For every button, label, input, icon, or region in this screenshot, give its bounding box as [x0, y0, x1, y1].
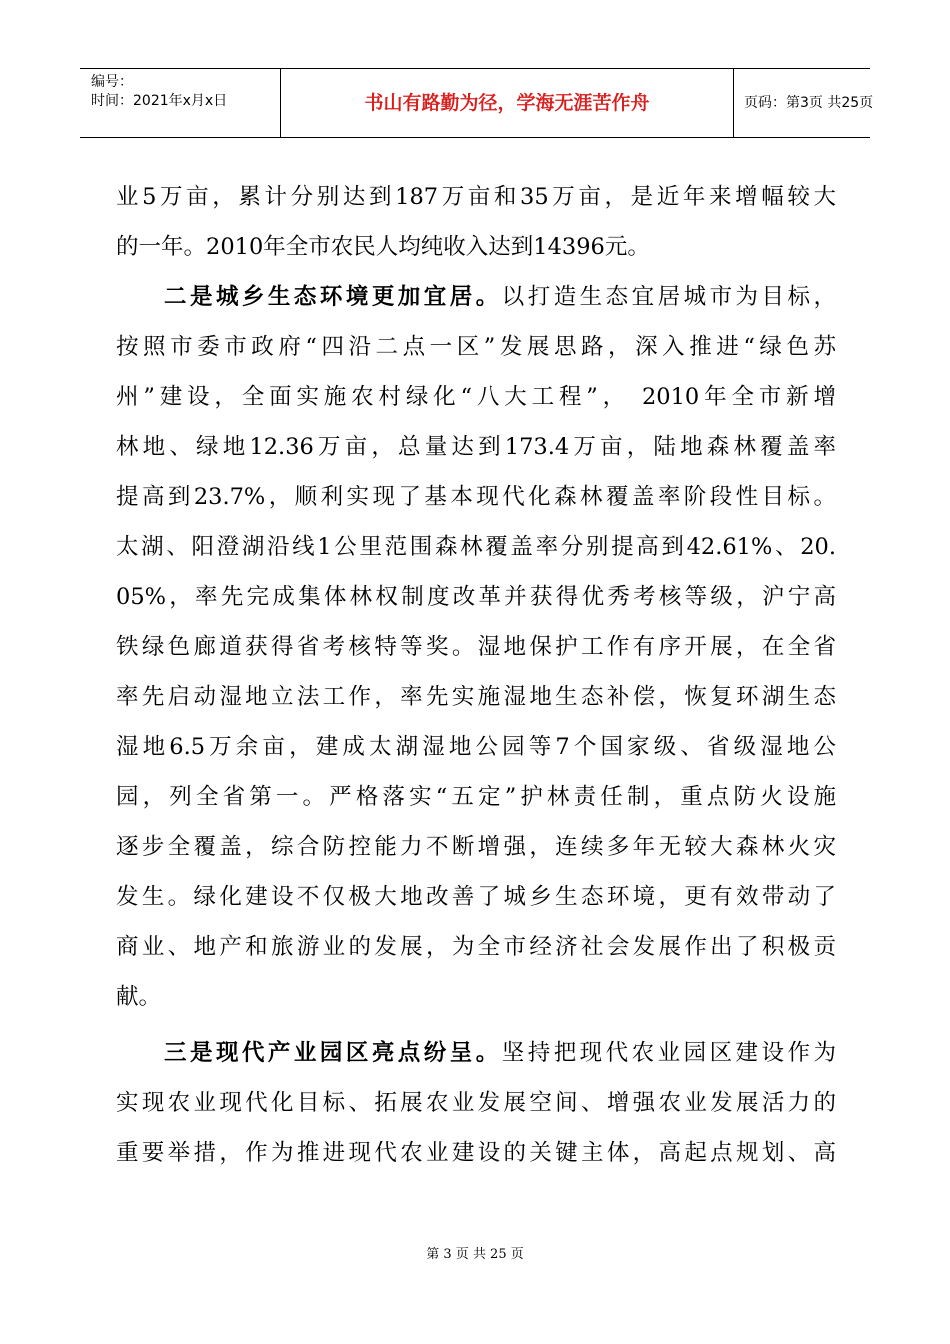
text-line: 实现农业现代化目标、拓展农业发展空间、增强农业发展活力的	[116, 1090, 836, 1116]
paragraph-first-line	[116, 1028, 836, 1078]
text-line: 林地、绿地12.36万亩，总量达到173.4万亩，陆地森林覆盖率	[116, 434, 836, 460]
document-header	[80, 68, 874, 138]
text-line: 铁绿色廊道获得省考核特等奖。湿地保护工作有序开展，在全省	[116, 634, 836, 660]
text-line: 逐步全覆盖，综合防控能力不断增强，连续多年无较大森林火灾	[116, 834, 836, 860]
text-line: 太湖、阳澄湖沿线1公里范围森林覆盖率分别提高到42.61%、20.	[116, 534, 836, 560]
text-line: 发生。绿化建设不仅极大地改善了城乡生态环境，更有效带动了	[116, 884, 836, 910]
text-line: 05%，率先完成集体林权制度改革并获得优秀考核等级，沪宁高	[116, 584, 836, 610]
text-line: 率先启动湿地立法工作，率先实施湿地生态补偿，恢复环湖生态	[116, 684, 836, 710]
paragraph-3	[116, 1028, 836, 1178]
text-line: 提高到23.7%，顺利实现了基本现代化森林覆盖率阶段性目标。	[116, 484, 836, 510]
page-footer: 第 3 页 共 25 页	[426, 1247, 524, 1262]
text-line: 商业、地产和旅游业的发展，为全市经济社会发展作出了积极贡	[116, 934, 836, 960]
text-line: 按照市委市政府“四沿二点一区”发展思路，深入推进“绿色苏	[116, 334, 836, 360]
paragraph-2	[116, 272, 836, 1022]
text-line: 湿地6.5万余亩，建成太湖湿地公园等7个国家级、省级湿地公	[116, 734, 836, 760]
paragraph-heading: 二是城乡生态环境更加宜居。	[164, 284, 502, 310]
text-line: 献。	[116, 984, 162, 1010]
text-line: 业5万亩，累计分别达到187万亩和35万亩，是近年来增幅较大	[116, 184, 836, 210]
date-label: 时间：2021年x月x日	[91, 93, 228, 109]
text-run: 以打造生态宜居城市为目标，	[501, 284, 836, 310]
header-page-cell	[734, 69, 874, 137]
motto-text: 书山有路勤为径，学海无涯苦作舟	[364, 92, 650, 114]
header-motto-cell	[281, 69, 734, 137]
header-meta-cell	[80, 69, 281, 137]
text-line: 园，列全省第一。严格落实“五定”护林责任制，重点防火设施	[116, 784, 836, 810]
document-body	[116, 172, 836, 1178]
page-info: 页码：第3页 共25页	[744, 95, 874, 111]
text-line: 的一年。2010年全市农民人均纯收入达到14396元。	[116, 234, 650, 260]
text-run: 坚持把现代农业园区建设作为	[501, 1040, 836, 1066]
paragraph-heading: 三是现代产业园区亮点纷呈。	[164, 1040, 502, 1066]
paragraph-1	[116, 172, 836, 272]
paragraph-first-line	[116, 272, 836, 322]
serial-number-label: 编号：	[91, 74, 133, 90]
text-line: 重要举措，作为推进现代农业建设的关键主体，高起点规划、高	[116, 1140, 836, 1166]
text-line: 州”建设，全面实施农村绿化“八大工程”， 2010年全市新增	[116, 384, 836, 410]
